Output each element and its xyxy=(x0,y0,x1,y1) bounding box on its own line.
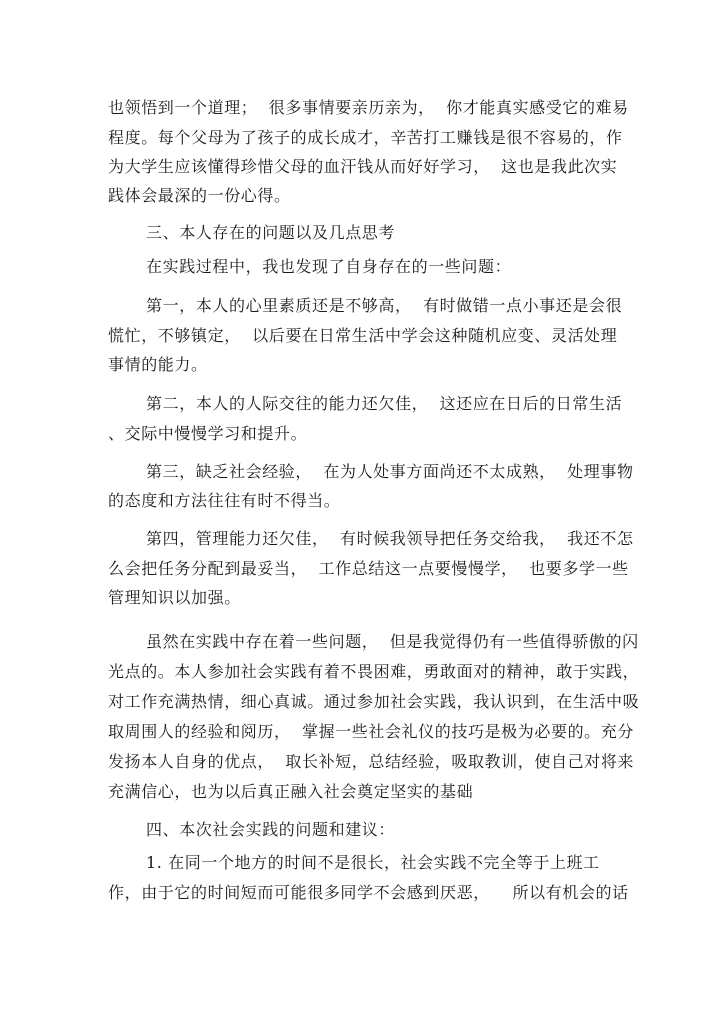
paragraph-line: 光点的。本人参加社会实践有着不畏困难，勇敢面对的精神，敢于实践， xyxy=(108,662,640,681)
paragraph-line: 第四，管理能力还欠佳， 有时候我领导把任务交给我， 我还不怎 xyxy=(146,529,634,548)
paragraph-line: 1. 在同一个地方的时间不是很长，社会实践不完全等于上班工 xyxy=(146,853,600,872)
paragraph-line: 程度。每个父母为了孩子的成长成才，辛苦打工赚钱是很不容易的，作 xyxy=(108,128,623,147)
paragraph-line: 虽然在实践中存在着一些问题， 但是我觉得仍有一些值得骄傲的闪 xyxy=(146,632,639,651)
paragraph-line: 为大学生应该懂得珍惜父母的血汗钱从而好好学习， 这也是我此次实 xyxy=(108,157,618,176)
paragraph-line: 第一，本人的心里素质还是不够高， 有时做错一点小事还是会很 xyxy=(146,296,623,315)
paragraph-line: 对工作充满热情，细心真诚。通过参加社会实践，我认识到，在生活中吸 xyxy=(108,692,640,711)
paragraph-line: 的态度和方法往往有时不得当。 xyxy=(108,491,341,510)
section-heading: 三、本人存在的问题以及几点思考 xyxy=(146,223,396,242)
paragraph-line: 管理知识以加强。 xyxy=(108,588,241,607)
paragraph-line: 取周围人的经验和阅历， 掌握一些社会礼仪的技巧是极为必要的。充分 xyxy=(108,722,634,741)
paragraph-line: 第二，本人的人际交往的能力还欠佳， 这还应在日后的日常生活 xyxy=(146,394,623,413)
paragraph-line: 在实践过程中，我也发现了自身存在的一些问题： xyxy=(146,257,512,276)
paragraph-line: 充满信心，也为以后真正融入社会奠定坚实的基础 xyxy=(108,782,474,801)
section-heading: 四、本次社会实践的问题和建议： xyxy=(146,820,396,839)
paragraph-line: 慌忙，不够镇定， 以后要在日常生活中学会这种随机应变、灵活处理 xyxy=(108,326,618,345)
paragraph-line: 作，由于它的时间短而可能很多同学不会感到厌恶， 所以有机会的话 xyxy=(108,883,629,902)
paragraph-line: 发扬本人自身的优点， 取长补短，总结经验，吸取教训，使自己对将来 xyxy=(108,752,634,771)
paragraph-line: 、交际中慢慢学习和提升。 xyxy=(108,424,308,443)
paragraph-line: 第三，缺乏社会经验， 在为人处事方面尚还不太成熟， 处理事物 xyxy=(146,462,634,481)
paragraph-line: 也领悟到一个道理； 很多事情要亲历亲为， 你才能真实感受它的难易 xyxy=(108,98,629,117)
paragraph-line: 么会把任务分配到最妥当， 工作总结这一点要慢慢学， 也要多学一些 xyxy=(108,559,629,578)
paragraph-line: 事情的能力。 xyxy=(108,355,208,374)
paragraph-line: 践体会最深的一份心得。 xyxy=(108,186,291,205)
